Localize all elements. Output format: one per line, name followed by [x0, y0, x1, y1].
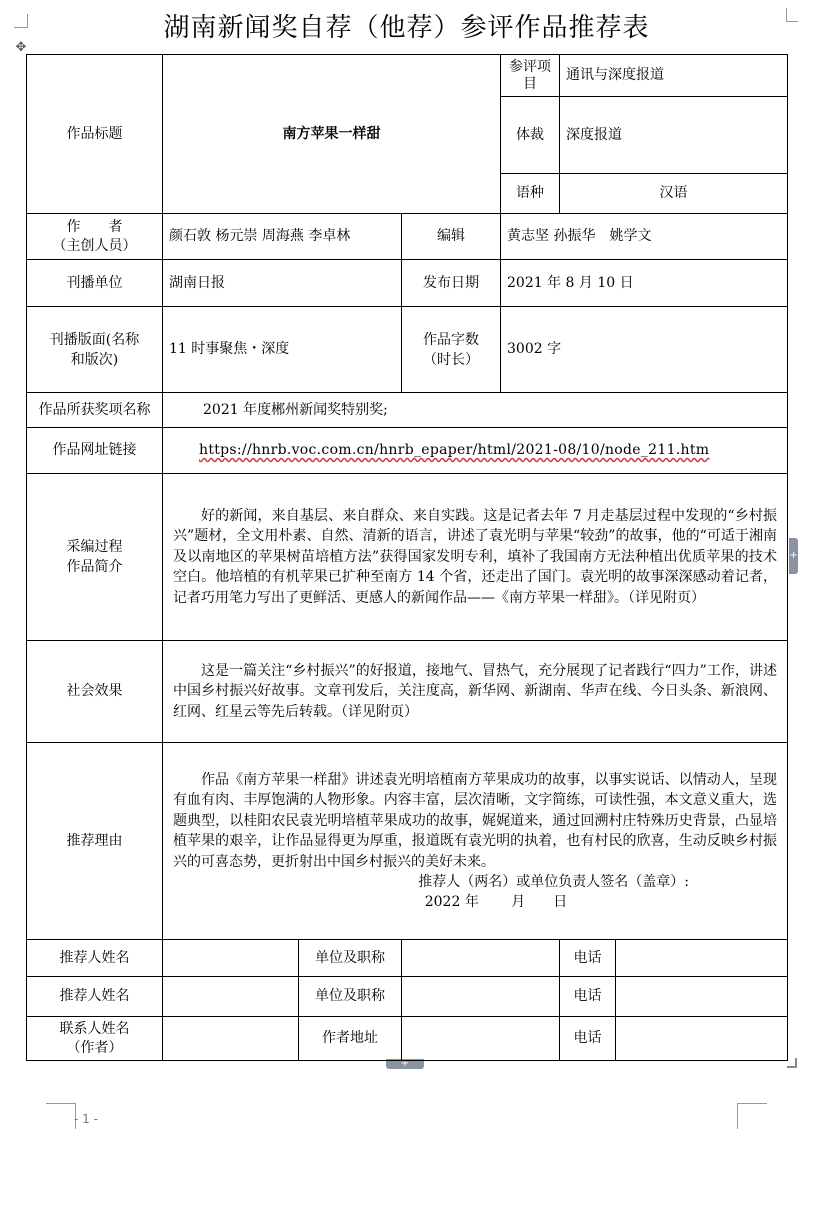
table-resize-handle-icon[interactable]: [787, 1058, 797, 1068]
page-number: - 1 -: [74, 1112, 98, 1126]
recommender-1-phone[interactable]: [616, 940, 788, 977]
table-move-handle-icon[interactable]: ✥: [15, 40, 27, 55]
recommender-1-label: 推荐人姓名: [27, 940, 163, 977]
contact-label-line2: （作者）: [66, 1039, 123, 1056]
author-label-line2: （主创人员）: [52, 237, 137, 254]
reason-date-line: 2022 年 月 日: [424, 894, 568, 911]
plus-icon: +: [789, 550, 798, 561]
layout-value[interactable]: 11 时事聚焦・深度: [163, 307, 402, 393]
contact-label: [27, 1017, 163, 1061]
page-corner-mark: [14, 14, 28, 28]
contact-label-line1: 联系人姓名: [59, 1020, 130, 1037]
url-link[interactable]: https://hnrb.voc.com.cn/hnrb_epaper/html/2021-08/10/node_211.htm: [163, 428, 788, 474]
recommender-2-name[interactable]: [163, 977, 299, 1017]
item-label: 参评项目: [501, 55, 560, 97]
layout-label: [27, 307, 163, 393]
page-corner-mark: [737, 1103, 767, 1129]
recommender-1-unit[interactable]: [402, 940, 560, 977]
authors-value[interactable]: 颜石敦 杨元崇 周海燕 李卓林: [163, 214, 402, 260]
award-value[interactable]: 2021 年度郴州新闻奖特别奖;: [163, 393, 788, 428]
url-label: 作品网址链接: [27, 428, 163, 474]
work-title-value[interactable]: 南方苹果一样甜: [163, 55, 501, 214]
work-title-label: 作品标题: [27, 55, 163, 214]
reason-label: 推荐理由: [27, 743, 163, 940]
item-value[interactable]: 通讯与深度报道: [560, 55, 788, 97]
plus-icon: +: [400, 1058, 410, 1069]
contact-phone-label: 电话: [560, 1017, 616, 1061]
reason-cell[interactable]: [163, 743, 788, 940]
word-count-label-line2: （时长）: [423, 351, 479, 368]
recommender-2-unit[interactable]: [402, 977, 560, 1017]
page-title: 湖南新闻奖自荐（他荐）参评作品推荐表: [163, 13, 650, 43]
contact-phone[interactable]: [616, 1017, 788, 1061]
language-value[interactable]: 汉语: [560, 174, 788, 214]
process-text[interactable]: 好的新闻，来自基层、来自群众、来自实践。这是记者去年 7 月走基层过程中发现的“乡村振兴”题材，全文用朴素、自然、清新的语言，讲述了袁光明与苹果“较劲”的故事，他的“可适于湘南及以南地区的苹果树苗培植方法”获得国家发明专利，填补了我国南方无法种植出优质苹果的技术空白。他培植的有机苹果已扩种至南方 14 个省，还走出了国门。袁光明的故事深深感动着记者，记者巧用笔力写出了更鲜活、更感人的新闻作品——《南方苹果一样甜》。（详见附页）: [163, 474, 788, 641]
recommendation-form-table: [26, 54, 788, 1061]
word-count-value[interactable]: 3002 字: [501, 307, 788, 393]
language-label: 语种: [501, 174, 560, 214]
author-address[interactable]: [402, 1017, 560, 1061]
page-corner-mark: [46, 1103, 76, 1129]
genre-value[interactable]: 深度报道: [560, 97, 788, 174]
layout-label-line2: 和版次): [70, 351, 119, 368]
effect-label: 社会效果: [27, 641, 163, 743]
recommender-1-phone-label: 电话: [560, 940, 616, 977]
author-address-label: 作者地址: [299, 1017, 402, 1061]
reason-signature-line: 推荐人（两名）或单位负责人签名（盖章）:: [418, 874, 689, 891]
author-label-line1: 作 者: [66, 218, 123, 235]
layout-label-line1: 刊播版面(名称: [49, 331, 140, 348]
recommender-2-label: 推荐人姓名: [27, 977, 163, 1017]
publisher-label: 刊播单位: [27, 260, 163, 307]
effect-text[interactable]: 这是一篇关注“乡村振兴”的好报道，接地气、冒热气，充分展现了记者践行“四力”工作，讲述中国乡村振兴好故事。文章刊发后，关注度高，新华网、新湖南、华声在线、今日头条、新浪网、红网、红星云等先后转载。（详见附页）: [163, 641, 788, 743]
recommender-1-unit-label: 单位及职称: [299, 940, 402, 977]
reason-text: 作品《南方苹果一样甜》讲述袁光明培植南方苹果成功的故事，以事实说话、以情动人，呈现有血有肉、丰厚饱满的人物形象。内容丰富，层次清晰，文字简练，可读性强，本文意义重大，选题典型，以桂阳农民袁光明培植苹果成功的故事，娓娓道来，通过回溯村庄特殊历史背景，凸显培植苹果的艰辛，让作品显得更为厚重，报道既有袁光明的执着，也有村民的欣喜，生动反映乡村振兴的可喜态势，更折射出中国乡村振兴的美好未来。: [173, 771, 777, 870]
word-count-label: [402, 307, 501, 393]
add-column-button[interactable]: [789, 538, 798, 574]
recommender-2-unit-label: 单位及职称: [299, 977, 402, 1017]
recommender-2-phone-label: 电话: [560, 977, 616, 1017]
recommender-2-phone[interactable]: [616, 977, 788, 1017]
author-label: [27, 214, 163, 260]
recommender-1-name[interactable]: [163, 940, 299, 977]
publisher-value[interactable]: 湖南日报: [163, 260, 402, 307]
contact-name[interactable]: [163, 1017, 299, 1061]
editor-label: 编辑: [402, 214, 501, 260]
editors-value[interactable]: 黄志坚 孙振华 姚学文: [501, 214, 788, 260]
process-label: [27, 474, 163, 641]
word-count-label-line1: 作品字数: [423, 331, 479, 348]
pub-date-label: 发布日期: [402, 260, 501, 307]
page-corner-mark: [786, 8, 798, 22]
pub-date-value[interactable]: 2021 年 8 月 10 日: [501, 260, 788, 307]
genre-label: 体裁: [501, 97, 560, 174]
process-label-line2: 作品简介: [66, 559, 123, 575]
process-label-line1: 采编过程: [66, 539, 123, 555]
award-label: 作品所获奖项名称: [27, 393, 163, 428]
